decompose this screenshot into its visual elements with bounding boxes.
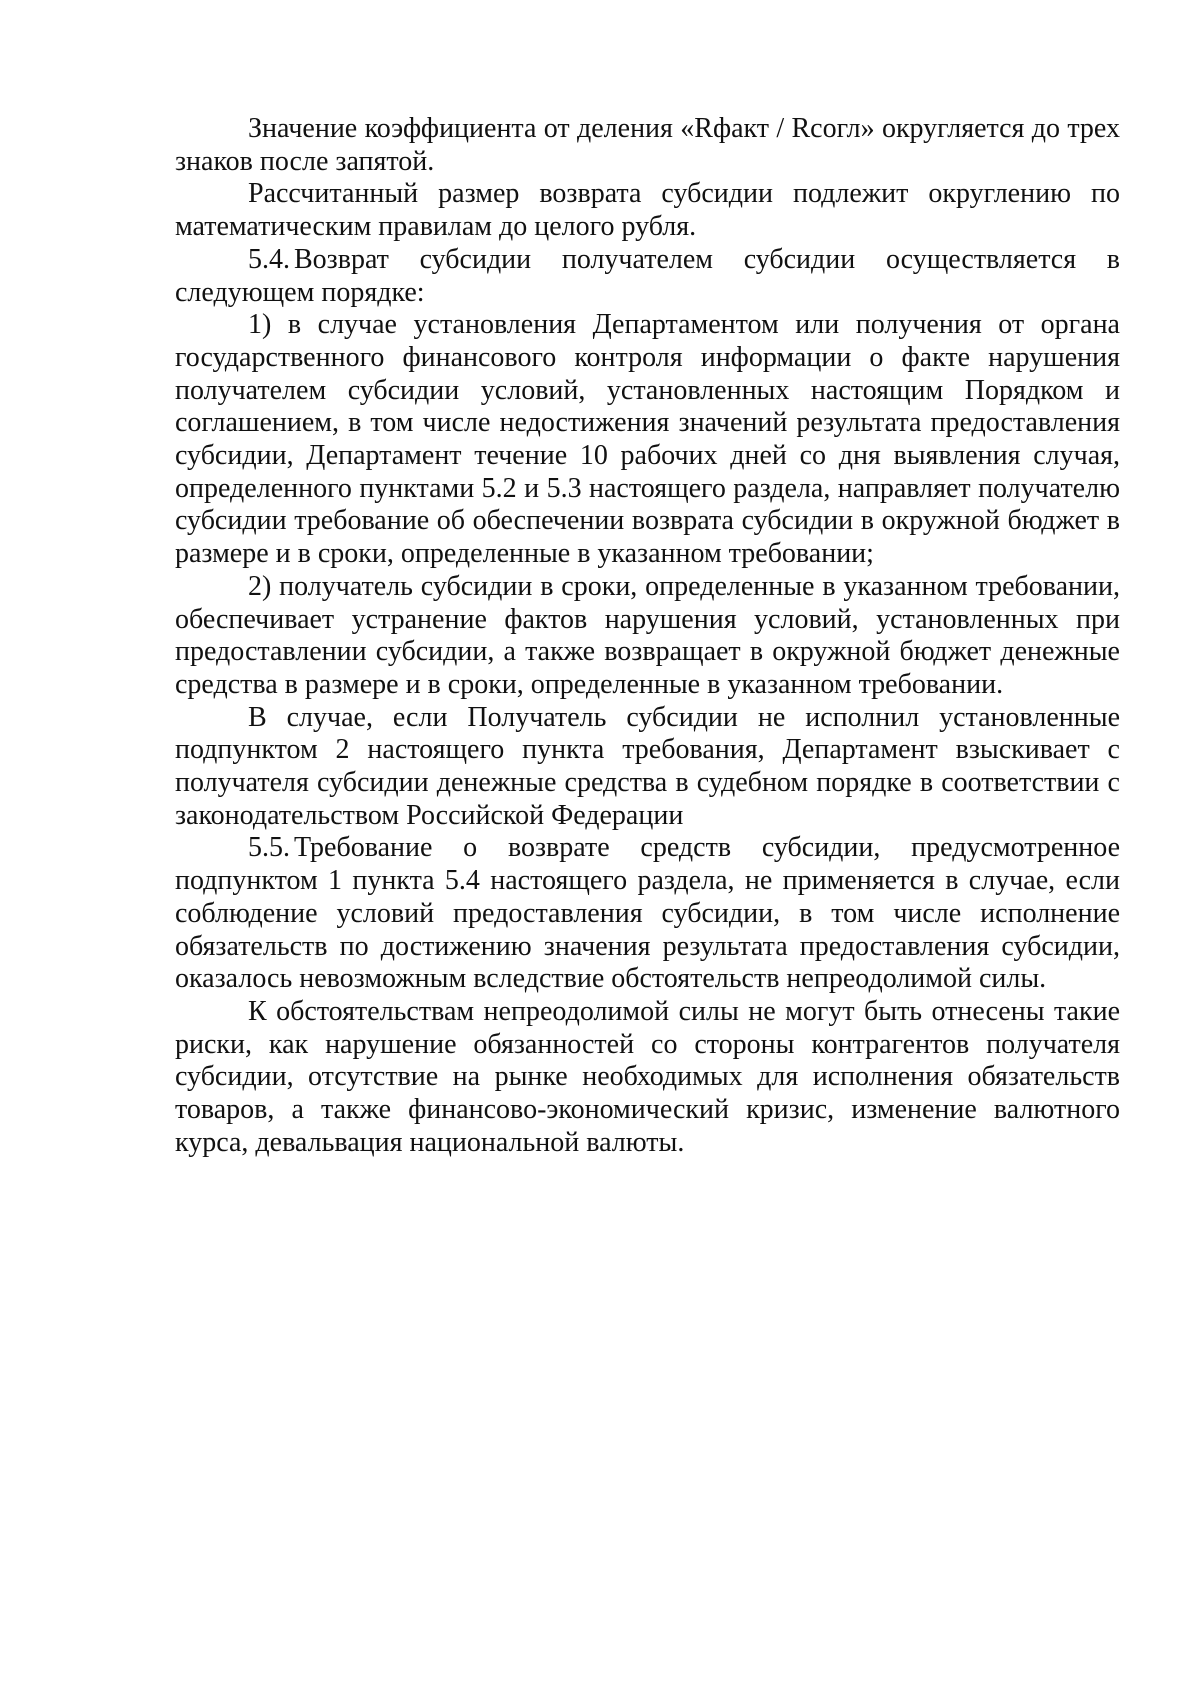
clause-text: Возврат субсидии получателем субсидии осуществляется в следующем порядке: bbox=[175, 243, 1120, 308]
paragraph-force-majeure: К обстоятельствам непреодолимой силы не могут быть отнесены такие риски, как нарушение обязанностей со стороны контрагентов получателя субсидии, отсутствие на рынке необходимых для исполнения обязательств товаров, а также финансово-экономический кризис, изменение валютного курса, девальвация национальной валюты. bbox=[175, 995, 1120, 1158]
paragraph-subitem-2: 2) получатель субсидии в сроки, определенные в указанном требовании, обеспечивает устранение фактов нарушения условий, установленных при предоставлении субсидии, а также возвращает в окружной бюджет денежные средства в размере и в сроки, определенные в указанном требовании. bbox=[175, 570, 1120, 700]
paragraph-5-4 bbox=[175, 244, 1120, 309]
paragraph-coefficient-rounding: Значение коэффициента от деления «Rфакт / Rсогл» округляется до трех знаков после запятой. bbox=[175, 113, 1120, 177]
clause-number: 5.4. bbox=[248, 243, 290, 275]
clause-number: 5.5. bbox=[248, 832, 290, 864]
paragraph-court-recovery: В случае, если Получатель субсидии не исполнил установленные подпунктом 2 настоящего пункта требования, Департамент взыскивает с получателя субсидии денежные средства в судебном порядке в соответствии с законодательством Российской Федерации bbox=[175, 701, 1120, 831]
paragraph-subitem-1: 1) в случае установления Департаментом или получения от органа государственного финансового контроля информации о факте нарушения получателем субсидии условий, установленных настоящим Порядком и соглашением, в том числе недостижения значений результата предоставления субсидии, Департамент течение 10 рабочих дней со дня выявления случая, определенного пунктами 5.2 и 5.3 настоящего раздела, направляет получателю субсидии требование об обеспечении возврата субсидии в окружной бюджет в размере и в сроки, определенные в указанном требовании; bbox=[175, 309, 1120, 570]
paragraph-5-5 bbox=[175, 832, 1120, 996]
clause-text: Требование о возврате средств субсидии, предусмотренное подпунктом 1 пункта 5.4 настоящего раздела, не применяется в случае, если соблюдение условий предоставления субсидии, в том числе исполнение обязательств по достижению значения результата предоставления субсидии, оказалось невозможным вследствие обстоятельств непреодолимой силы. bbox=[175, 832, 1120, 995]
document-body bbox=[175, 113, 1120, 1160]
paragraph-refund-rounding: Рассчитанный размер возврата субсидии подлежит округлению по математическим правилам до целого рубля. bbox=[175, 178, 1120, 243]
